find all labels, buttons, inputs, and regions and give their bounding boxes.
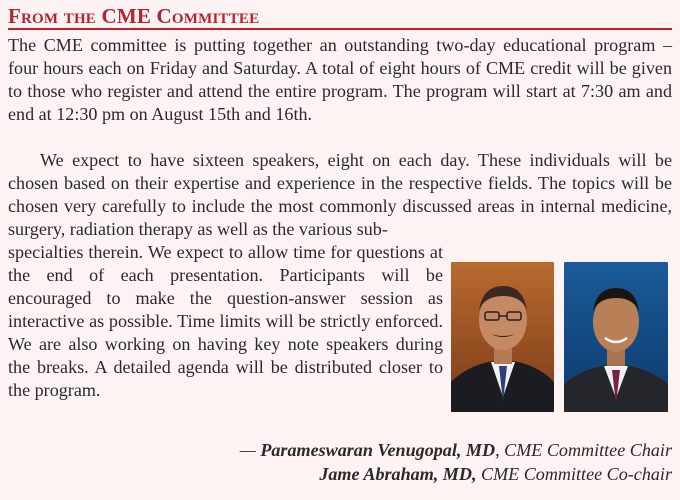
intro-paragraph: The CME committee is putting together an outstanding two-day educational program – four hours each on Friday and Saturday. A total of eight hours of CME credit will be given to those who register and attend the entire program. The program will start at 7:30 am and end at 12:30 pm on August 15th and 16th.: [8, 35, 672, 124]
chair-portrait-photo: [451, 262, 554, 412]
co-chair-role: CME Committee Co-chair: [476, 464, 672, 484]
speakers-paragraph: We expect to have sixteen speakers, eight on each day. These individuals will be chosen based on their expertise and experience in the respective fields. The topics will be chosen very carefully to include the most commonly discussed areas in internal medicine, surgery, radiation therapy as well as the various sub-: [8, 150, 672, 239]
chair-role: , CME Committee Chair: [495, 440, 672, 460]
chair-signature-prefix: —: [239, 440, 261, 460]
section-heading: [8, 2, 672, 30]
chair-signature: [240, 440, 672, 461]
co-chair-portrait-photo: [564, 262, 668, 412]
co-chair-signature: [319, 464, 672, 485]
speakers-paragraph-continued: specialties therein. We expect to allow time for questions at the end of each presentation. Participants will be encouraged to make the question-answer session as interactive as possible. Time limits will be strictly enforced. We are also working on having key note speakers during the breaks. A detailed agenda will be distributed closer to the program.: [8, 242, 443, 400]
section-heading-text: From the CME Committee: [8, 4, 260, 28]
co-chair-name: Jame Abraham, MD,: [319, 464, 477, 484]
chair-name: Parameswaran Venugopal, MD: [260, 440, 496, 460]
